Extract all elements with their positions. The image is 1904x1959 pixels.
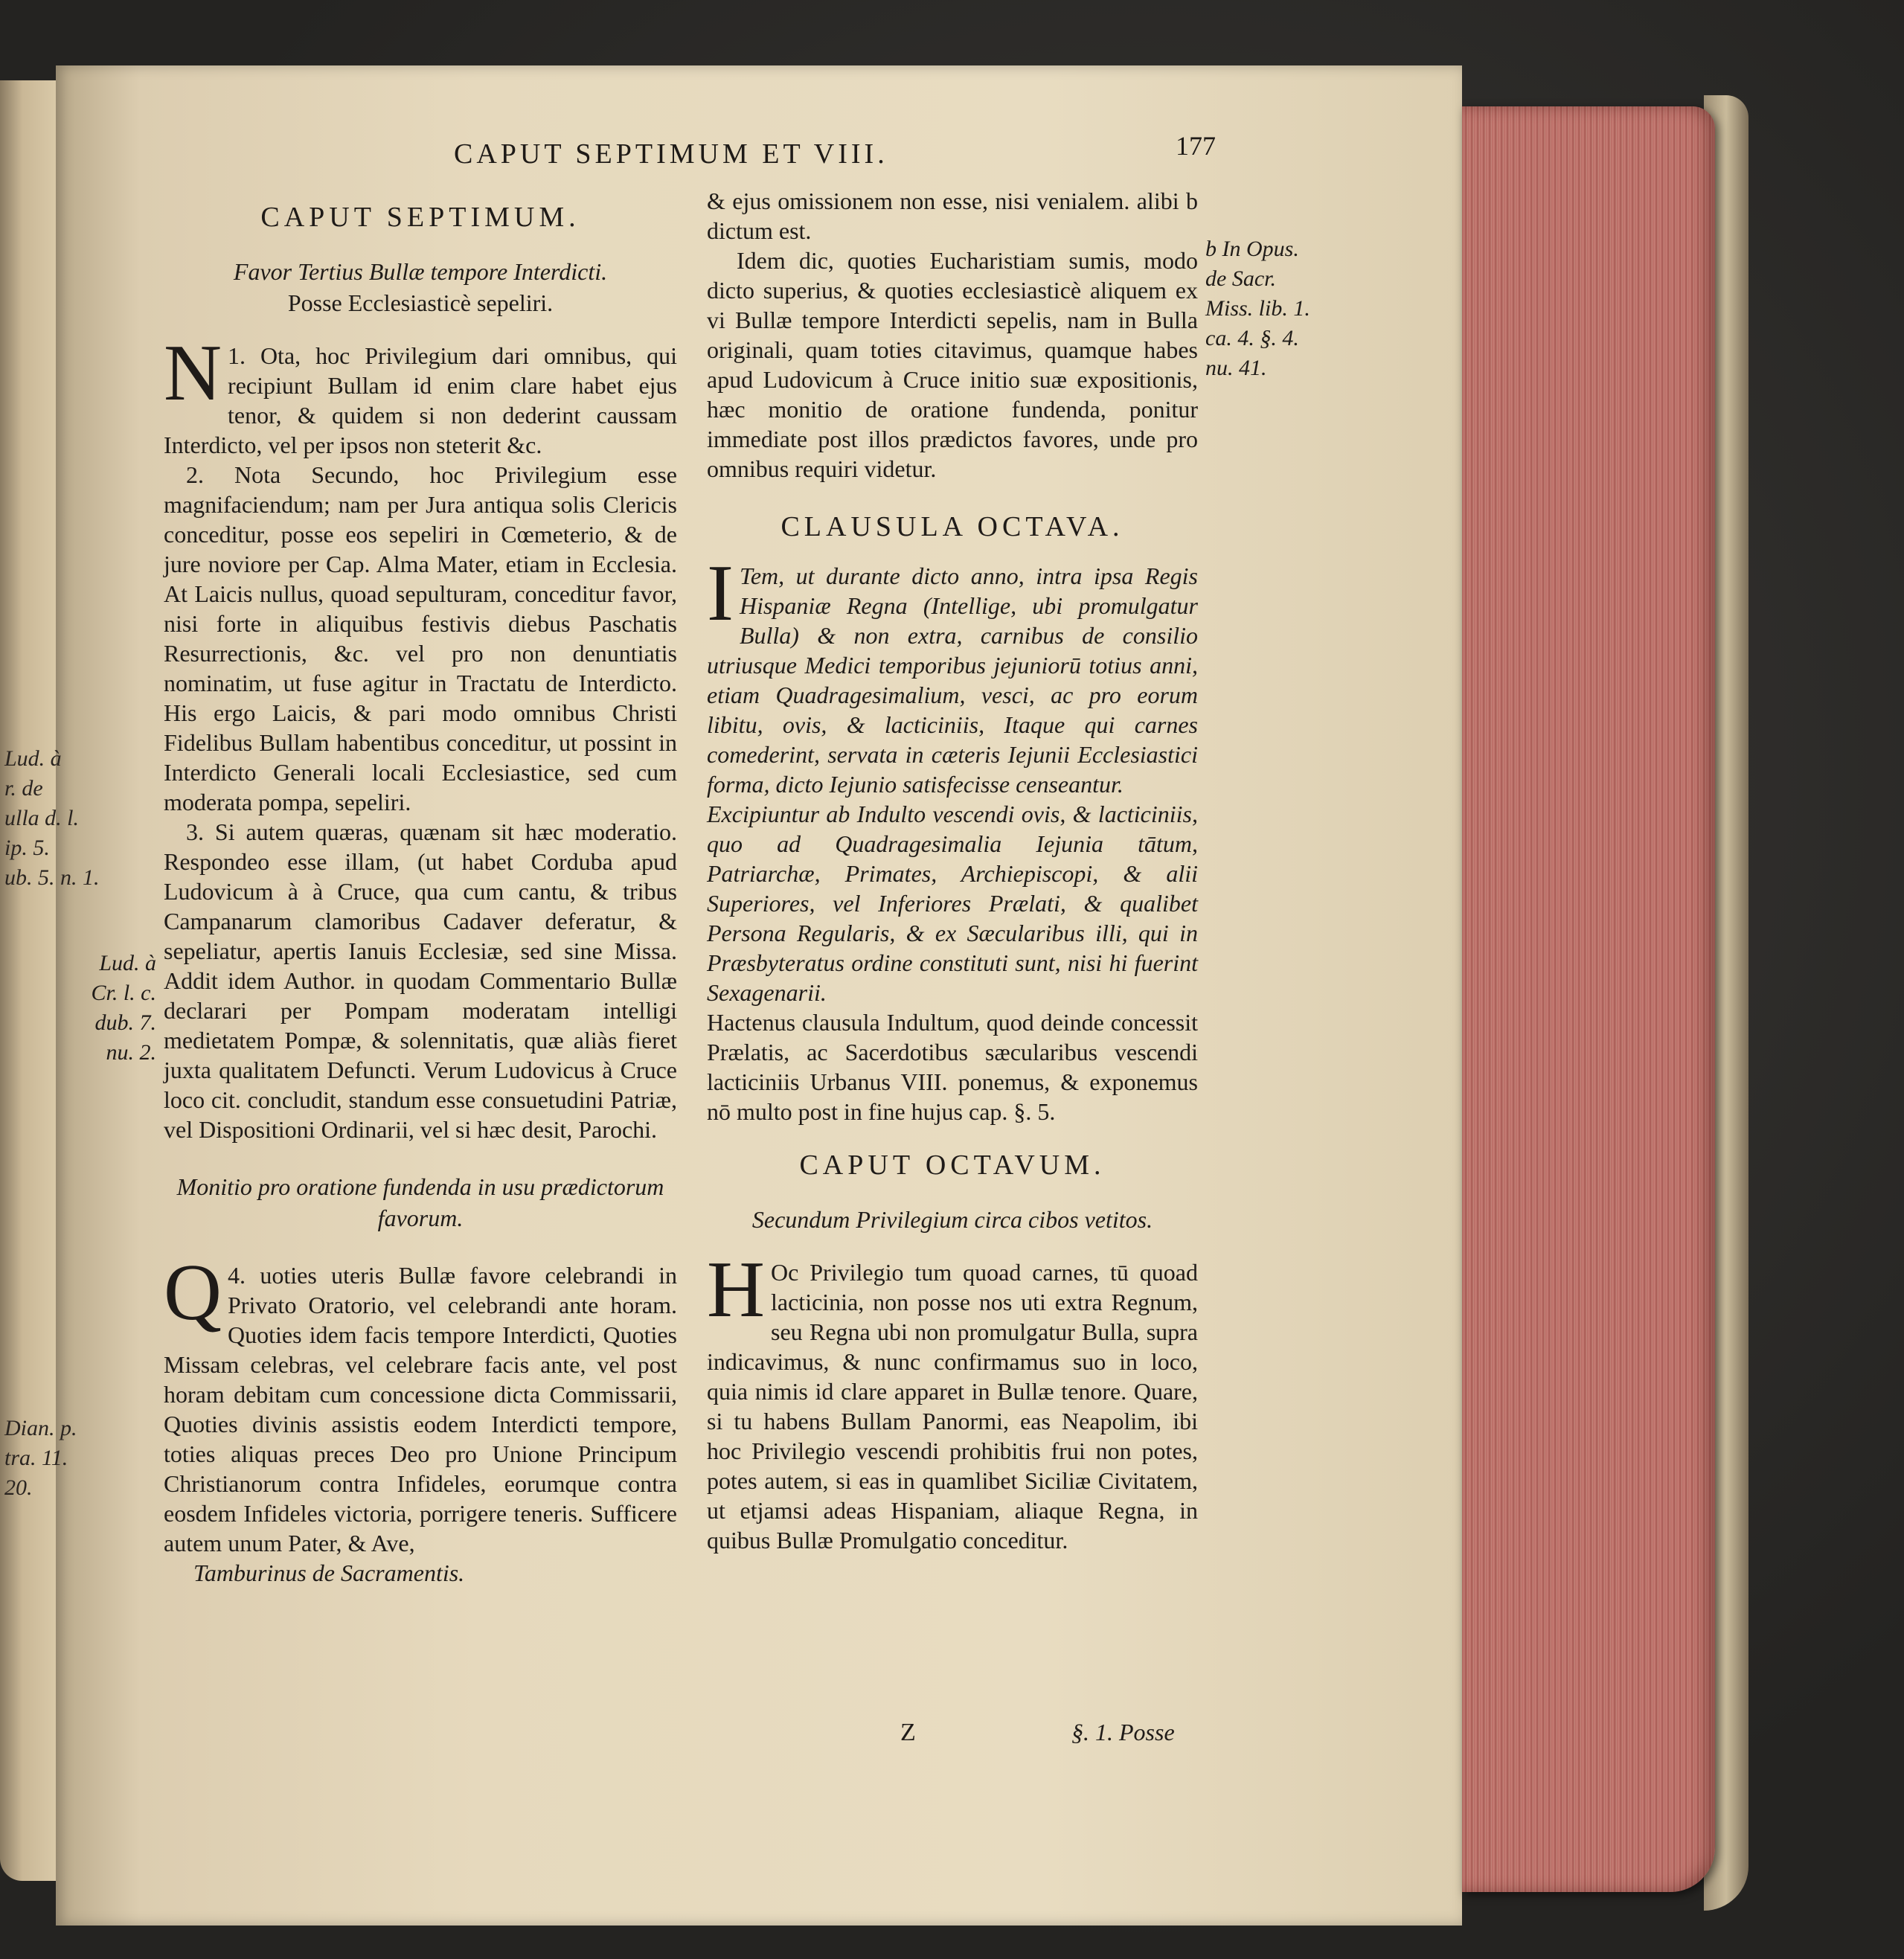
heading-clausula-octava: CLAUSULA OCTAVA. [780, 511, 1124, 542]
catchword-right: §. 1. Posse [1071, 1719, 1175, 1745]
dropcap-h: H [707, 1245, 765, 1334]
paragraph-4: 4. Q uoties uteris Bullæ favore celebrandi in Privato Oratorio, vel celebrandi ante horam. Quoties idem facis tempore Interdicti, Quoties Missam celebras, vel celebrare facis ante, vel post horam debitam cum concessione dicta Commissarii, Quoties divinis assistis eodem Interdicti tempore, toties aliquas preces Deo pro Unione Principum Christianorum contra Infideles, eorumque contra eosdem Infideles victoria, porrigere teneris. Sufficere autem unum Pater, & Ave, [164, 1248, 678, 1556]
dropcap-n: N [164, 329, 222, 417]
left-margin-note-a: Lud. à r. de ulla d. l. ip. 5. ub. 5. n. 1. [4, 746, 100, 890]
paragraph-hactenus: Hactenus clausula Indultum, quod deinde concessit Prælatis, ac Sacerdotibus sæcularibus vescendi lacticiniis Urbanus VIII. ponemus, & exponemus nō multo post in fine hujus cap. §. 5. [707, 1009, 1198, 1125]
dropcap-q: Q [164, 1248, 222, 1337]
paragraph-3: 3. Si autem quæras, quænam sit hæc moderatio. Respondeo esse illam, (ut habet Corduba apud Ludovicum à à Cruce, qua cum cantu, & tribus Campanarum clamoribus Cadaver deferatur, & sepeliatur, apertis Ianuis Ecclesiæ, sed sine Missa. Addit idem Author. in quodam Commentario Bullæ declarari per Pompam moderatam intelligi medietatem Pompæ, & solennitatis, quæ aliàs fieret juxta qualitatem Defuncti. Verum Ludovicus à Cruce loco cit. concludit, standum esse consuetudini Patriæ, vel Dispositioni Ordinarii, vel si hæc desit, Parochi. [164, 818, 677, 1143]
subtitle-posse: Posse Ecclesiasticè sepeliri. [287, 289, 554, 316]
margin-note-ludovicus: Lud. à Cr. l. c. dub. 7. nu. 2. [91, 951, 156, 1065]
heading-caput-octavum: CAPUT OCTAVUM. [799, 1150, 1106, 1181]
paragraph-top-continuation: & ejus omissionem non esse, nisi venialem. alibi b dictum est. [707, 187, 1198, 244]
paragraph-hoc: H Oc Privilegio tum quoad carnes, tū quoad lacticinia, non posse nos uti extra Regnum, seu Regna ubi non promulgatur Bulla, supra indicavimus, & nunc confirmamus suo in loco, quia nimis id clare apparet in Bullæ tenore. Quare, si tu habens Bullam Panormi, eas Neapolim, ibi hoc Privilegio vescendi prohibitis frui non potes, potes autem, si eas in quamlibet Siciliæ Civitatem, ut etjamsi adeas Hispaniam, aliaque Regna, in quibus Bullæ Promulgatio conceditur. [707, 1245, 1198, 1554]
running-head: CAPUT SEPTIMUM ET VIII. [454, 138, 888, 170]
paragraph-excipiuntur: Excipiuntur ab Indulto vescendi ovis, & lacticiniis, quo ad Quadragesimalia Iejunia tātum, Patriarchæ, Primates, Archiepiscopi, & alii Superiores, vel Inferiores Prælati, & qualibet Persona Regularis, & ex Sæcularibus illi, qui in Præsbyteratus ordine constituti sunt, nisi hi fuerint Sexagenarii. [707, 801, 1198, 1006]
subtitle-monitio: Monitio pro oratione fundenda in usu prædictorum favorum. [176, 1173, 664, 1231]
left-margin-note-b: Dian. p. tra. 11. 20. [4, 1416, 77, 1500]
page-block-edge [1462, 106, 1715, 1892]
column-left [164, 201, 677, 1588]
catchword-left: Tamburinus de Sacramentis. [193, 1559, 465, 1586]
paragraph-idem: Idem dic, quoties Eucharistiam sumis, modo dicto superius, & quoties ecclesiasticè aliquem ex vi Bullæ tempore Interdicti sepelis, nam in Bulla originali, quam toties citavimus, quamque habes apud Ludovicum à Cruce initio suæ expositionis, hæc monitio de oratione fundenda, ponitur immediate post illos prædictos favores, unde pro omnibus requiri videtur. [707, 247, 1198, 482]
column-right [707, 186, 1198, 1555]
paragraph-2: 2. Nota Secundo, hoc Privilegium esse magnifaciendum; nam per Jura antiqua solis Clericis conceditur, posse eos sepeliri in Cœmeterio, & de jure noviore per Cap. Alma Mater, etiam in Ecclesia. At Laicis nullus, quoad sepulturam, conceditur favor, nisi forte in aliquibus festivis diebus Paschatis Resurrectionis, &c. vel pro non denuntiatis nominatim, ut fuse agitur in Tractatu de Interdicto. His ergo Laicis, & pari modo omnibus Christi Fidelibus Bullam habentibus conceditur, ut possint in Interdicto Generali locali Ecclesiastice, sed cum moderata pompa, sepeliri. [164, 461, 677, 815]
subtitle-favor: Favor Tertius Bullæ tempore Interdicti. [233, 258, 608, 285]
dropcap-i: I [707, 549, 734, 638]
page-number: 177 [1176, 131, 1216, 161]
left-page-fragment [0, 80, 56, 1881]
paragraph-item: I Tem, ut durante dicto anno, intra ipsa Regis Hispaniæ Regna (Intellige, ubi promulgatur Bulla) & non extra, carnibus de consilio utriusque Medici temporibus jejuniorū totius anni, etiam Quadragesimalium, vesci, ac pro eorum libitu, ovis, & lacticiniis, Itaque qui carnes comederint, servata in cæteris Iejunii Ecclesiastici forma, dicto Iejunio satisfecisse censeantur. [707, 549, 1198, 798]
heading-caput-septimum: CAPUT SEPTIMUM. [260, 202, 580, 233]
subtitle-secundum: Secundum Privilegium circa cibos vetitos. [751, 1206, 1153, 1233]
signature-mark: Z [900, 1719, 916, 1746]
paragraph-1: 1. N Ota, hoc Privilegium dari omnibus, qui recipiunt Bullam id enim clare habet ejus tenor, & quidem si non dederint caussam Interdicto, vel per ipsos non steterit &c. [164, 329, 678, 458]
margin-note-b: b In Opus. de Sacr. Miss. lib. 1. ca. 4. §. 4. nu. 41. [1205, 237, 1310, 380]
